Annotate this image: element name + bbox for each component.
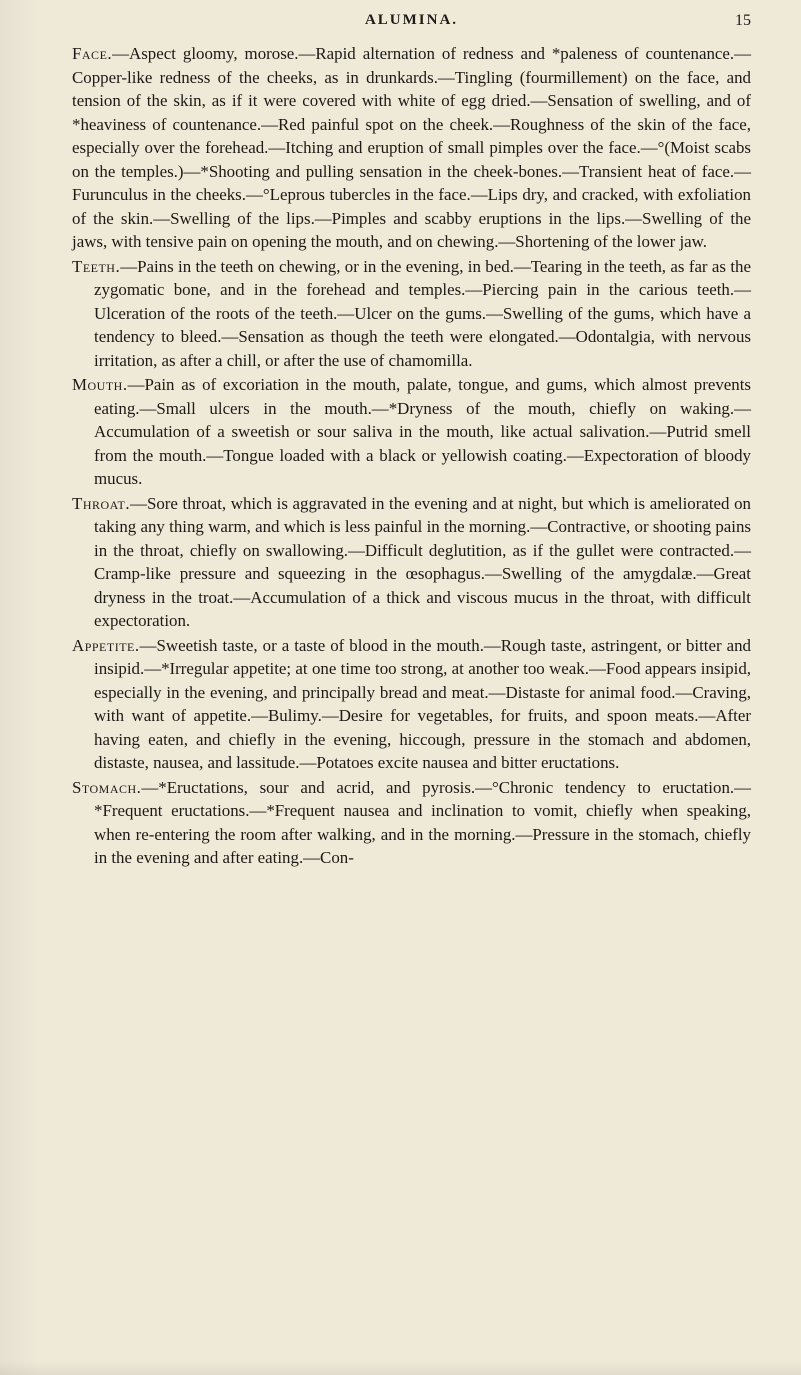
- section-body-face: —Aspect gloomy, morose.—Rapid alternation of redness and *paleness of countenance.—Copper-like redness of the cheeks, as in drunkards.—Tingling (fourmillement) on the face, and tension of the skin, as if it were covered with white of egg dried.—Sensation of swelling, and of *heaviness of countenance.—Red painful spot on the cheek.—Roughness of the skin of the face, especially over the forehead.—Itching and eruption of small pimples over the face.—°(Moist scabs on the temples.)—*Shooting and pulling sensation in the cheek-bones.—Transient heat of face.—Furunculus in the cheeks.—°Leprous tubercles in the face.—Lips dry, and cracked, with exfoliation of the skin.—Swelling of the lips.—Pimples and scabby eruptions in the lips.—Swelling of the jaws, with tensive pain on opening the mouth, and on chewing.—Shortening of the lower jaw.: [72, 44, 751, 251]
- section-heading-stomach: Stomach.: [72, 777, 142, 797]
- section-appetite: [72, 634, 751, 775]
- section-teeth: [72, 255, 751, 373]
- section-body-teeth: —Pains in the teeth on chewing, or in the evening, in bed.—Tearing in the teeth, as far as the zygomatic bone, and in the forehead and temples.—Piercing pain in the carious teeth.—Ulceration of the roots of the teeth.—Ulcer on the gums.—Swelling of the gums, which have a tendency to bleed.—Sensation as though the teeth were elongated.—Odontalgia, with nervous irritation, as after a chill, or after the use of chamomilla.: [94, 256, 751, 370]
- section-body-throat: —Sore throat, which is aggravated in the evening and at night, but which is ameliorated on taking any thing warm, and which is less painful in the morning.—Contractive, or shooting pains in the throat, chiefly on swallowing.—Difficult deglutition, as if the gullet were contracted.—Cramp-like pressure and squeezing in the œsophagus.—Swelling of the amygdalæ.—Great dryness in the troat.—Accumulation of a thick and viscous mucus in the throat, with difficult expectoration.: [94, 493, 751, 630]
- section-stomach: [72, 776, 751, 870]
- running-header: [72, 12, 751, 42]
- section-heading-teeth: Teeth.: [72, 256, 121, 276]
- section-throat: [72, 492, 751, 633]
- section-body-stomach: —*Eructations, sour and acrid, and pyrosis.—°Chronic tendency to eructation.—*Frequent eructations.—*Frequent nausea and inclination to vomit, chiefly when speaking, when re-entering the room after walking, and in the morning.—Pressure in the stomach, chiefly in the evening and after eating.—Con-: [94, 777, 751, 867]
- section-body-mouth: —Pain as of excoriation in the mouth, palate, tongue, and gums, which almost prevents eating.—Small ulcers in the mouth.—*Dryness of the mouth, chiefly on waking.—Accumulation of a sweetish or sour saliva in the mouth, like actual salivation.—Putrid smell from the mouth.—Tongue loaded with a black or yellowish coating.—Expectoration of bloody mucus.: [94, 375, 751, 488]
- page-number: 15: [735, 12, 751, 29]
- section-heading-mouth: Mouth.: [72, 375, 128, 394]
- section-mouth: [72, 373, 751, 491]
- running-title: ALUMINA.: [364, 12, 459, 28]
- section-heading-face: Face.: [72, 44, 113, 63]
- page-edge-shadow: [0, 1361, 801, 1375]
- section-body-appetite: —Sweetish taste, or a taste of blood in the mouth.—Rough taste, astringent, or bitter and insipid.—*Irregular appetite; at one time too strong, at another too weak.—Food appears insipid, especially in the evening, and principally bread and meat.—Distaste for animal food.—Craving, with want of appetite.—Bulimy.—Desire for vegetables, for fruits, and spoon meats.—After having eaten, and chiefly in the evening, hiccough, pressure in the stomach and abdomen, distaste, nausea, and lassitude.—Potatoes excite nausea and bitter eructations.: [94, 635, 751, 772]
- section-heading-appetite: Appetite.: [72, 635, 140, 655]
- section-heading-throat: Throat.: [72, 493, 131, 513]
- section-face: [72, 42, 751, 254]
